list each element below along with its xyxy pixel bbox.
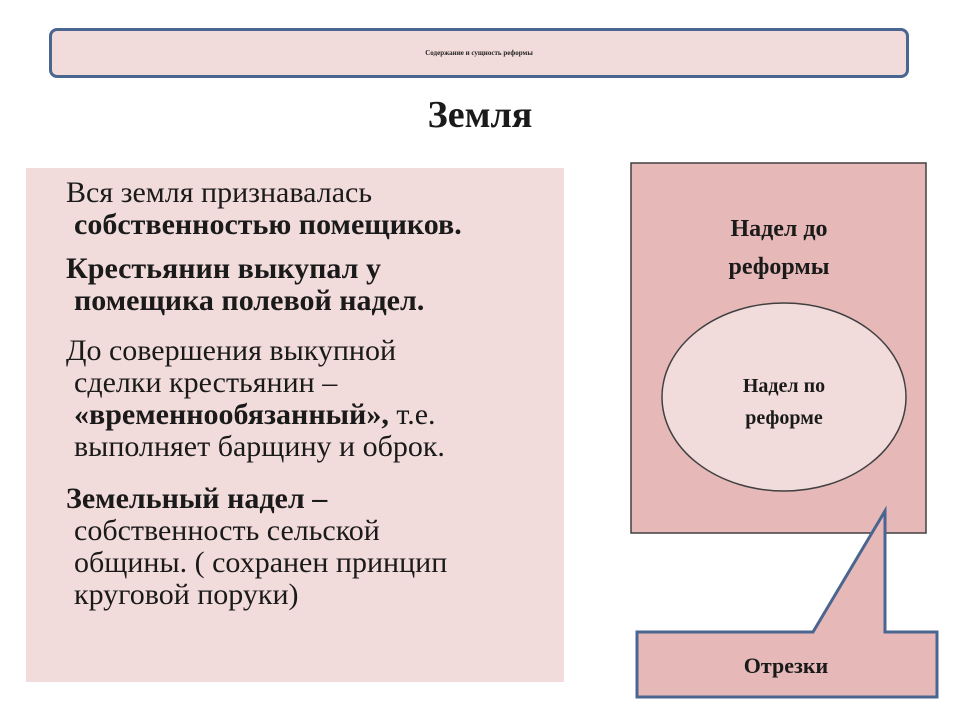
allotment-after-line1: Надел по: [742, 375, 826, 397]
p2-line2: помещика полевой надел.: [74, 284, 425, 317]
slide-title: Земля: [427, 94, 533, 136]
p3-line4: выполняет барщину и оброк.: [74, 430, 445, 463]
allotment-after-label: [662, 370, 906, 434]
p4-line4: круговой поруки): [74, 578, 299, 611]
allotment-before-line2: реформы: [728, 254, 830, 280]
p1-bold: собственностью помещиков.: [74, 208, 462, 241]
p4-bold: Земельный надел –: [66, 482, 328, 515]
allotment-after-line2: реформе: [745, 407, 823, 429]
p4-line2: собственность сельской: [74, 514, 380, 547]
p1-text: Вся земля признавалась: [66, 176, 373, 209]
p3-line1: До совершения выкупной: [66, 334, 397, 367]
banner-text: Содержание и сущность реформы: [425, 49, 533, 57]
p3-bold: «временнообязанный»,: [74, 398, 389, 431]
allotment-before-line1: Надел до: [730, 216, 828, 242]
p3-tail: т.е.: [388, 398, 436, 431]
allotment-before-label: [632, 210, 926, 286]
cutoffs-label: Отрезки: [743, 653, 829, 678]
p3-line2: сделки крестьянин –: [74, 366, 338, 399]
p4-line3: общины. ( сохранен принцип: [74, 546, 448, 579]
p2-line1: Крестьянин выкупал у: [66, 252, 381, 285]
